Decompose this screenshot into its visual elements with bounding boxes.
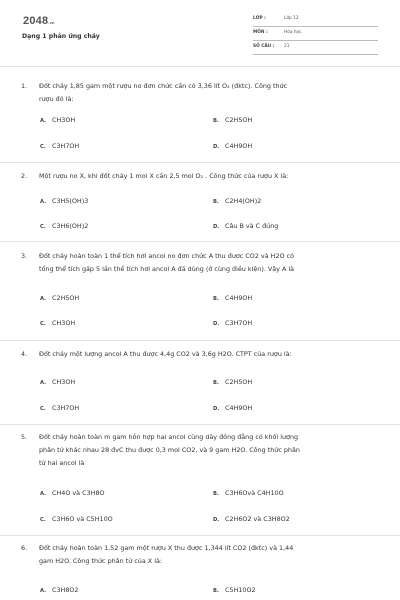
option-letter: C. [40,144,46,150]
question-2 [21,170,379,183]
question-3 [21,250,379,273]
option-letter: D. [213,144,220,150]
question-5 [21,431,379,467]
question-line: Đốt cháy 1,85 gam một rượu no đơn chức cần có 3,36 lít O₂ (đktc). Công thức [39,82,288,90]
option-letter: A. [40,491,47,497]
option-letter: B. [213,588,219,594]
question-number: 6. [21,544,28,552]
option-text: CH3OH [52,378,76,386]
meta-subject-row [253,29,378,41]
option-letter: A. [40,380,47,386]
question-4 [21,348,379,361]
meta-count-value: 21 [284,44,290,49]
option-c[interactable] [40,404,79,412]
page-header [0,0,400,62]
option-text: C3H6(OH)2 [52,222,89,230]
option-text: C3H7OH [52,142,80,150]
option-text: C2H5OH [52,294,80,302]
question-line: tử hai ancol là [39,459,85,467]
option-text: C5H10O2 [225,586,256,594]
option-letter: B. [213,296,219,302]
question-6 [21,542,379,565]
question-number: 4. [21,350,28,358]
question-number: 2. [21,172,28,180]
option-letter: B. [213,380,219,386]
option-text: Câu B và C đúng [225,222,279,230]
option-b[interactable] [213,489,284,497]
option-text: CH3OH [52,319,76,327]
option-letter: A. [40,588,47,594]
option-c[interactable] [40,515,113,523]
question-line: Đốt cháy hoàn toàn 1 thể tích hơi ancol no đơn chức A thu được CO2 và H2O có [39,252,294,260]
option-d[interactable] [213,319,252,327]
question-line: Đốt cháy hoàn toàn m gam hỗn hợp hai ancol cùng dãy đồng đẳng có khối lượng [39,433,299,441]
meta-class-row [253,15,378,27]
question-text [39,431,379,470]
question-text [39,80,379,106]
question-divider [0,535,400,536]
option-text: C3H6Ovà C4H10O [225,489,284,497]
option-b[interactable] [213,586,256,594]
option-text: C3H8O2 [52,586,79,594]
question-text [39,542,379,568]
question-text [39,250,379,276]
option-text: C3H7OH [225,319,253,327]
option-text: C2H5OH [225,116,253,124]
option-c[interactable] [40,319,75,327]
option-letter: D. [213,224,220,230]
option-a[interactable] [40,378,75,386]
question-divider [0,424,400,425]
option-letter: A. [40,199,47,205]
option-text: C3H5(OH)3 [52,197,89,205]
question-text [39,170,379,183]
option-text: C4H9OH [225,142,253,150]
option-text: C2H6O2 và C3H8O2 [225,515,290,523]
option-a[interactable] [40,586,79,594]
question-line: Đốt cháy một lượng ancol A thu được 4,4g CO2 và 3,6g H2O. CTPT của rượu là: [39,350,292,358]
option-letter: C. [40,321,46,327]
meta-count-label: SỐ CÂU : [253,44,275,49]
option-b[interactable] [213,197,261,205]
option-c[interactable] [40,222,88,230]
option-letter: D. [213,517,220,523]
option-d[interactable] [213,222,278,230]
option-letter: B. [213,118,219,124]
option-a[interactable] [40,197,88,205]
option-text: C4H9OH [225,404,253,412]
option-a[interactable] [40,116,75,124]
option-c[interactable] [40,142,79,150]
option-letter: A. [40,118,47,124]
option-letter: C. [40,224,46,230]
option-letter: D. [213,321,220,327]
question-divider [0,241,400,242]
question-line: rượu đó là: [39,95,74,103]
option-b[interactable] [213,116,252,124]
option-d[interactable] [213,404,252,412]
question-text [39,348,379,361]
question-divider [0,340,400,341]
option-text: C2H5OH [225,378,253,386]
option-a[interactable] [40,489,105,497]
logo-text: 2048 [23,15,49,27]
option-text: C3H7OH [52,404,80,412]
worksheet-title: Dạng 1 phản ứng cháy [22,33,100,40]
meta-class-value: Lớp 12 [284,16,299,21]
option-letter: C. [40,406,46,412]
question-line: gam H2O. Công thức phân tử của X là: [39,557,163,565]
option-text: C2H4(OH)2 [225,197,262,205]
option-letter: A. [40,296,47,302]
option-d[interactable] [213,515,290,523]
option-letter: D. [213,406,220,412]
question-divider [0,162,400,163]
question-number: 3. [21,252,28,260]
question-line: Đốt cháy hoàn toàn 1,52 gam một rượu X thu được 1,344 lít CO2 (đktc) và 1,44 [39,544,294,552]
option-b[interactable] [213,294,252,302]
meta-subject-label: MÔN : [253,30,268,35]
option-text: C3H6O và C5H10O [52,515,113,523]
option-text: CH4O và C3H8O [52,489,105,497]
question-line: phân tử khác nhau 28 đvC thu được 0,3 mol CO2, và 9 gam H2O. Công thức phân [39,446,300,454]
option-b[interactable] [213,378,252,386]
option-letter: B. [213,491,219,497]
site-logo[interactable] [23,15,55,27]
question-line: Một rượu no X, khi đốt cháy 1 mol X cần 2,5 mol O₂ . Công thức của rượu X là: [39,172,289,180]
option-d[interactable] [213,142,252,150]
header-divider [0,66,400,67]
option-letter: B. [213,199,219,205]
question-number: 1. [21,82,28,90]
option-letter: C. [40,517,46,523]
question-line: tổng thể tích gấp 5 lần thể tích hơi ancol A đã dùng (ở cùng điều kiện). Vậy A là [39,265,295,273]
option-a[interactable] [40,294,79,302]
option-text: C4H9OH [225,294,253,302]
question-number: 5. [21,433,28,441]
meta-count-row [253,43,378,55]
meta-subject-value: Hóa học [284,30,302,35]
meta-class-label: LỚP : [253,16,266,21]
option-text: CH3OH [52,116,76,124]
question-1 [21,80,379,103]
logo-suffix: .vn [48,20,55,25]
